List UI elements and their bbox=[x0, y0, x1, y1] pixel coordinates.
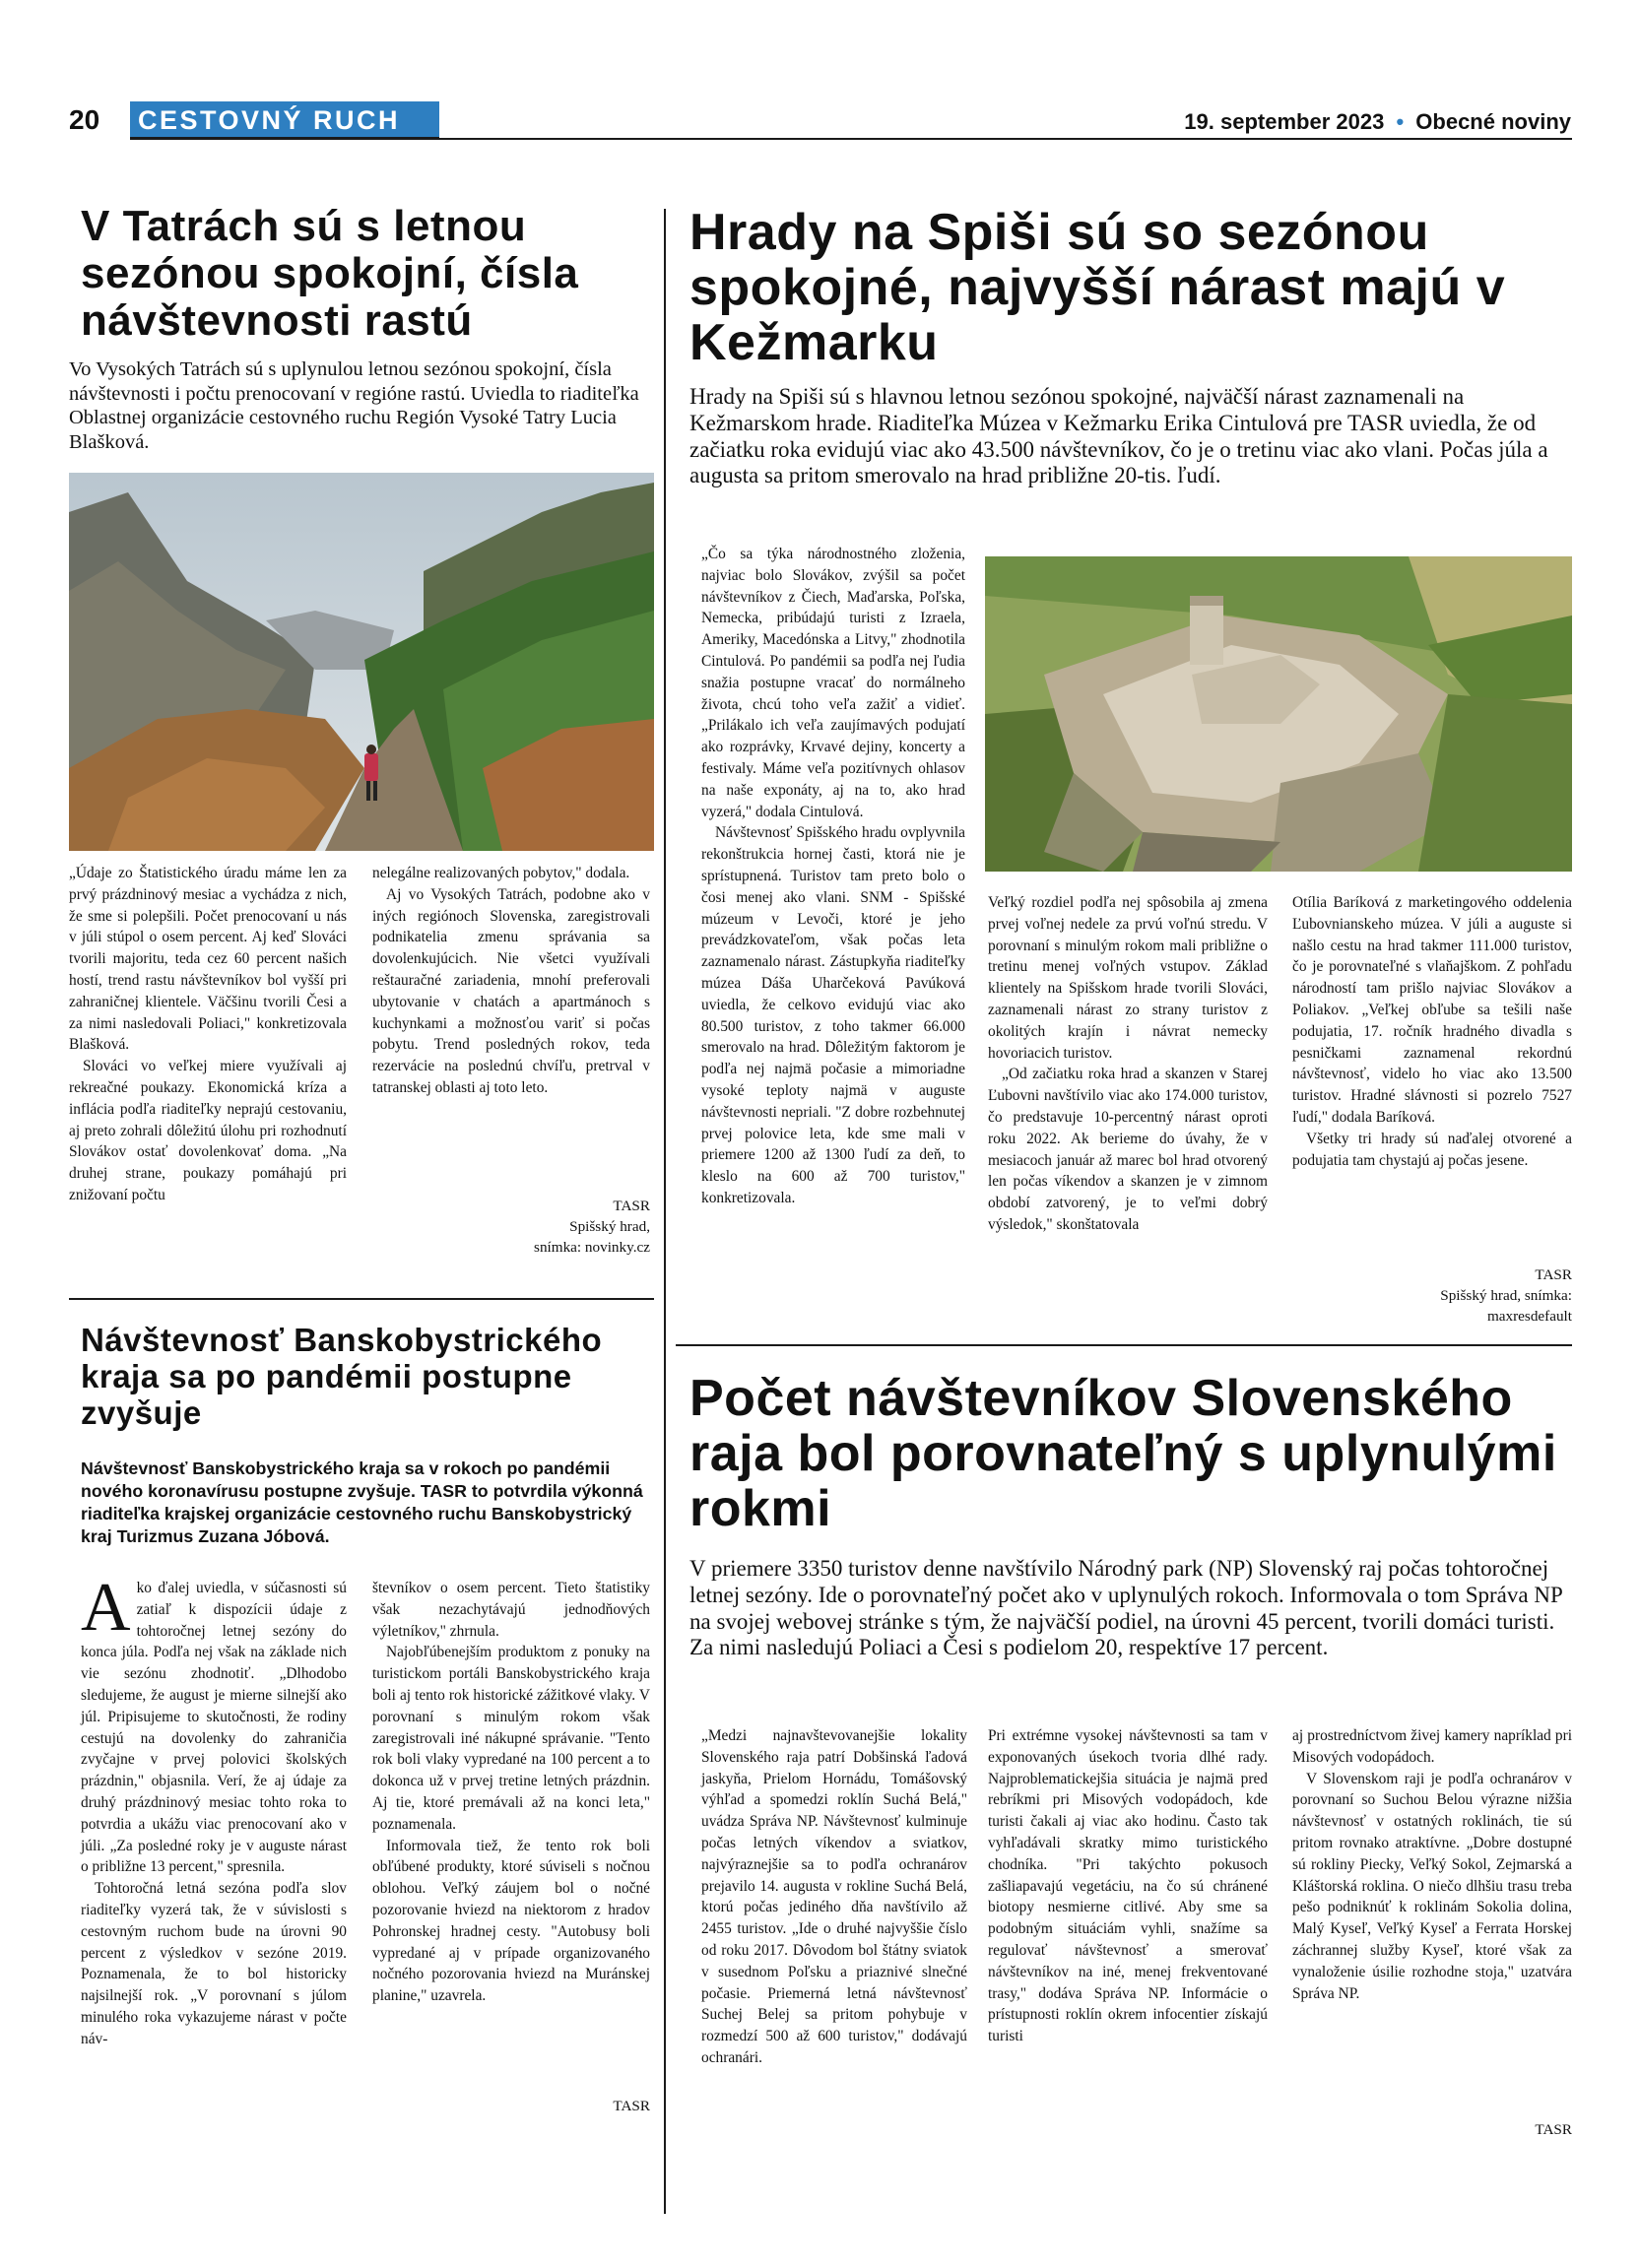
castle-aerial-photo bbox=[985, 556, 1572, 872]
paragraph: „Čo sa týka národnostného zloženia, najviac bolo Slovákov, zvýšil sa počet návštevníkov z Čiech, Maďarska, Poľska, Nemecka, pribúdajú turisti z Izraela, Ameriky, Macedónska a Litvy," zhodnotila Cintulová. Po pandémii sa podľa nej ľudia snažia postupne vracať do normálneho života, chcú toho veľa zažiť a vidieť. „Prilákalo ich veľa zaujímavých podujatí ako rozprávky, Krvavé dejiny, koncerty a festivaly. Máme veľa pozitívnych ohlasov na naše exponáty, aj na to, ako hrad vyzerá," dodala Cintulová. bbox=[701, 546, 965, 820]
page-number: 20 bbox=[69, 104, 100, 135]
paragraph: Informovala tiež, že tento rok boli obľúbené produkty, ktoré súviseli s nočnou oblohou. Veľký záujem bol o nočné pozorovanie hviezd na niektorom z hradov Pohronskej hradnej cesty. "Autobusy boli vypredané aj v prípade organizovaného nočného pozorovania hviezd na Muránskej planine," uzavrela. bbox=[372, 1837, 650, 2005]
credit-agency: TASR bbox=[1535, 1266, 1572, 1283]
publication-name: Obecné noviny bbox=[1415, 109, 1571, 134]
paragraph: števníkov o osem percent. Tieto štatistiky však nezachytávajú jednodňových výletníkov," zhrnula. bbox=[372, 1580, 650, 1640]
body-raj-col1 bbox=[701, 1725, 967, 2069]
mountain-valley-photo bbox=[69, 473, 654, 851]
body-hrady-col3 bbox=[1292, 892, 1572, 1171]
paragraph: Najobľúbenejším produktom z ponuky na turistickom portáli Banskobystrického kraja boli aj tento rok historické zážitkové vlaky. V porovnaní s minulým rokom však zaregistrovali iné nákupné správanie. "Tento rok boli vlaky vypredané na 100 percent a to dokonca už v prvej tretine letných prázdnin. Aj tie, ktoré premávali až na konci leta," poznamenala. bbox=[372, 1644, 650, 1833]
lead-hrady: Hrady na Spiši sú s hlavnou letnou sezónou spokojné, najväčší nárast zaznamenali na Kežmarskom hrade. Riaditeľka Múzea v Kežmarku Erika Cintulová pre TASR uviedla, že od začiatku roka evidujú viac ako 43.500 návštevníkov, čo je o tretinu viac ako vlani. Počas júla a augusta sa pritom smerovalo na hrad približne 20-tis. ľudí. bbox=[689, 384, 1548, 488]
credit-agency: TASR bbox=[613, 1198, 650, 1214]
paragraph: nelegálne realizovaných pobytov," dodala. bbox=[372, 865, 630, 881]
paragraph: Slováci vo veľkej miere využívali aj rekreačné poukazy. Ekonomická kríza a inflácia podľa riaditeľky neprajú cestovaniu, aj preto zohrali dôležitú úlohu pri rozhodnutí Slovákov ostať dovolenkovať doma. „Na druhej strane, poukazy pomáhajú pri znižovaní počtu bbox=[69, 1058, 347, 1203]
body-bb-col2 bbox=[372, 1578, 650, 2007]
body-hrady-col1 bbox=[701, 544, 965, 1209]
header-rule bbox=[130, 138, 1572, 140]
headline-bb: Návštevnosť Banskobystrického kraja sa po pandémii postupne zvyšuje bbox=[81, 1322, 603, 1431]
paragraph: Aj vo Vysokých Tatrách, podobne ako v iných regiónoch Slovenska, zaregistrovali podnikatelia zmenu správania sa dovolenkujúcich. Nie všetci využívali reštauračné zariadenia, mnohí preferovali ubytovanie v chatách a apartmánoch s kuchynkami a možnosťou variť si počas pobytu. Trend posledných rokov, teda rezervácie na poslednú chvíľu, pretrval v tatranskej oblasti aj toto leto. bbox=[372, 885, 650, 1096]
credit-photo-caption: Spišský hrad, snímka: bbox=[1440, 1287, 1572, 1304]
credit-raj: TASR bbox=[1535, 2121, 1572, 2138]
headline-tatry: V Tatrách sú s letnou sezónou spokojní, čísla návštevnosti rastú bbox=[81, 202, 579, 345]
drop-cap: A bbox=[81, 1570, 131, 1646]
section-tab: CESTOVNÝ RUCH bbox=[130, 101, 439, 139]
header-dateline bbox=[1184, 108, 1571, 136]
paragraph: aj prostredníctvom živej kamery napríklad pri Misových vodopádoch. bbox=[1292, 1727, 1572, 1766]
paragraph: Pri extrémne vysokej návštevnosti sa tam v exponovaných úsekoch tvoria dlhé rady. Najproblematickejšia situácia je najmä pred rebríkmi pri Misových vodopádoch, kde turisti čakali aj viac ako hodinu. Často tak vyhľadávali skratky mimo turistického chodníka. "Pri takýchto pokusoch zašliapavajú vegetáciu, na čo sú chránené biotopy nesmierne citlivé. Aby sme sa podobným situáciám vyhli, snažíme sa regulovať návštevnosť a smerovať návštevníkov na iné, menej frekventované trasy," dodáva Správa NP. Informácie o prístupnosti roklín okrem infocentier získajú turisti bbox=[988, 1727, 1268, 2045]
paragraph bbox=[81, 1570, 347, 1878]
body-raj-col2 bbox=[988, 1725, 1268, 2047]
body-raj-col3 bbox=[1292, 1725, 1572, 2004]
credit-photo-source: snímka: novinky.cz bbox=[534, 1239, 650, 1256]
lead-bb: Návštevnosť Banskobystrického kraja sa v rokoch po pandémii nového koronavírusu postupne zvyšuje. TASR to potvrdila výkonná riaditeľka krajskej organizácie cestovného ruchu Banskobystrický kraj Turizmus Zuzana Jóbová. bbox=[81, 1458, 643, 1546]
body-tatry-col1 bbox=[69, 863, 347, 1206]
photo-castle bbox=[985, 556, 1572, 872]
paragraph: Všetky tri hrady sú naďalej otvorené a podujatia tam chystajú aj počas jesene. bbox=[1292, 1130, 1572, 1169]
paragraph: „Údaje zo Štatistického úradu máme len za prvý prázdninový mesiac a vychádza z nich, že sme si polepšili. Počet prenocovaní u nás v júli stúpol o osem percent. Aj keď Slováci tvorili majoritu, teda cez 60 percent našich hostí, trend rastu návštevníkov bol vyšší pri zahraničnej klientele. Väčšinu tvorili Česi a za nimi nasledovali Poliaci," konkretizovala Blašková. bbox=[69, 865, 347, 1054]
paragraph: Tohtoročná letná sezóna podľa slov riaditeľky vyzerá tak, že v súvislosti s cestovným ruchom bude na úrovni 90 percent z výsledkov v sezóne 2019. Poznamenala, že to bol historicky najsilnejší rok. „V porovnaní s júlom minulého roka vykazujeme nárast v počte náv- bbox=[81, 1880, 347, 2047]
lead-tatry: Vo Vysokých Tatrách sú s uplynulou letnou sezónou spokojní, čísla návštevnosti i počtu prenocovaní v regióne rastú. Uviedla to riaditeľka Oblastnej organizácie cestovného ruchu Región Vysoké Tatry Lucia Blašková. bbox=[69, 358, 639, 453]
credit-tatry bbox=[372, 1196, 650, 1258]
credit-bb: TASR bbox=[613, 2098, 650, 2114]
section-divider-right bbox=[676, 1344, 1572, 1346]
credit-photo-source: maxresdefault bbox=[1486, 1308, 1572, 1325]
issue-date: 19. september 2023 bbox=[1184, 109, 1385, 134]
body-hrady-col2 bbox=[988, 892, 1268, 1236]
body-tatry-col2 bbox=[372, 863, 650, 1099]
column-divider bbox=[664, 209, 666, 2214]
paragraph: V Slovenskom raji je podľa ochranárov v porovnaní so Suchou Belou výrazne nižšia návštevnosť v ostatných roklinách, tie sú pritom rovnako atraktívne. „Dobre dostupné sú rokliny Piecky, Veľký Sokol, Zejmarská a Kláštorská roklina. O niečo dlhšiu trasu treba pešo podniknúť k roklinám Sokolia dolina, Malý Kyseľ, Veľký Kyseľ a Ferrata Horskej záchrannej služby Kyseľ, ktoré však za vynaloženie úsilie rozhodne stoja," uzatvára Správa NP. bbox=[1292, 1770, 1572, 2002]
credit-photo-caption: Spišský hrad, bbox=[569, 1218, 650, 1235]
lead-raj: V priemere 3350 turistov denne navštívilo Národný park (NP) Slovenský raj počas tohtoročnej letnej sezóny. Ide o porovnateľný počet ako v uplynulých rokoch. Informovala o tom Správa NP na svojej webovej stránke s tým, že najväčší podiel, na úrovni 45 percent, tvorili domáci turisti. Za nimi nasledujú Poliaci a Česi s podielom 20, respektíve 17 percent. bbox=[689, 1556, 1562, 1660]
dateline-separator: • bbox=[1396, 109, 1405, 134]
paragraph-text: ko ďalej uviedla, v súčasnosti sú zatiaľ k dispozícii údaje z tohtoročnej letnej sezóny do konca júla. Podľa nej však na základe nich vie sezónu zhodnotiť. „Dlhodobo sledujeme, že august je mierne silnejší ako júl. Pripisujeme to skutočnosti, že rodiny cestujú na dovolenky do zahraničia zvyčajne v prvej polovici školských prázdnin," objasnila. Verí, že aj údaje za druhý prázdninový mesiac tohto roka to potvrdia a ukážu viac prenocovaní ako v júli. „Za posledné roky je v auguste nárast o približne 13 percent," spresnila. bbox=[81, 1580, 347, 1876]
paragraph: Veľký rozdiel podľa nej spôsobila aj zmena prvej voľnej nedele za prvú voľnú stredu. V porovnaní s minulým rokom mali približne o tretinu menej voľných vstupov. Základ klientely na Spišskom hrade tvorili Slováci, zaznamenali nárast zo strany turistov z okolitých krajín i návrat nemecky hovoriacich turistov. bbox=[988, 894, 1268, 1062]
credit-hrady bbox=[1292, 1264, 1572, 1327]
paragraph: Otília Baríková z marketingového oddelenia Ľubovnianskeho múzea. V júli a auguste si našlo cestu na hrad takmer 111.000 turistov, čo je porovnateľné s vlaňajškom. Z pohľadu národností tam prišlo najviac Slovákov a Poliakov. „Veľkej obľube sa tešili naše podujatia, 17. ročník hradného divadla s pesničkami zaznamenal rekordnú návštevnosť, videlo ho viac ako 13.500 turistov. Hradné slávnosti si pozrelo 7527 ľudí," dodala Baríková. bbox=[1292, 894, 1572, 1126]
headline-hrady: Hrady na Spiši sú so sezónou spokojné, najvyšší nárast majú v Kežmarku bbox=[689, 204, 1506, 371]
paragraph: Návštevnosť Spišského hradu ovplyvnila rekonštrukcia hornej časti, ktorá nie je sprístupnená. Turistov tam preto bolo o čosi menej ako vlani. SNM - Spišské múzeum v Levoči, ktoré je jeho prevádzkovateľom, však počas leta zaznamenalo nárast. Zástupkyňa riaditeľky múzea Dáša Uharčeková Pavúková uviedla, že celkovo evidujú viac ako 80.500 turistov, z toho takmer 66.000 smerovalo na hrad. Dôležitým faktorom je podľa nej najmä počasie a mimoriadne vysoké teploty najmä v auguste návštevnosti nepriali. "Z dobre rozbehnutej prvej polovice leta, kde sme mali v priemere 1200 až 1300 ľudí za deň, to kleslo na 600 až 700 turistov," konkretizovala. bbox=[701, 824, 965, 1206]
photo-tatry bbox=[69, 473, 654, 851]
paragraph: „Od začiatku roka hrad a skanzen v Starej Ľubovni navštívilo viac ako 174.000 turistov, čo predstavuje 10-percentný nárast oproti roku 2022. Ak berieme do úvahy, že v mesiacoch január až marec bol hrad otvorený len počas víkendov a skanzen je v zimnom období zatvorený, je to veľmi dobrý výsledok," skonštatovala bbox=[988, 1066, 1268, 1233]
section-divider-left bbox=[69, 1298, 654, 1300]
paragraph: „Medzi najnavštevovanejšie lokality Slovenského raja patrí Dobšinská ľadová jaskyňa, Prielom Hornádu, Tomášovský výhľad a spomedzi roklín Suchá Belá," uvádza Správa NP. Návštevnosť kulminuje počas letných víkendov a sviatkov, najvýraznejšie sa to podľa ochranárov prejavilo 14. augusta v rokline Suchá Belá, ktorú počas jediného dňa navštívilo až 2455 turistov. „Ide o druhé najvyššie číslo od roku 2017. Dôvodom bol štátny sviatok v susednom Poľsku a priaznivé slnečné počasie. Priemerná letná návštevnosť Suchej Belej sa pritom pohybuje v rozmedzí 500 až 600 turistov," dodávajú ochranári. bbox=[701, 1727, 967, 2066]
headline-raj: Počet návštevníkov Slovenského raja bol porovnateľný s uplynulými rokmi bbox=[689, 1370, 1557, 1537]
body-bb-col1 bbox=[81, 1570, 347, 2050]
